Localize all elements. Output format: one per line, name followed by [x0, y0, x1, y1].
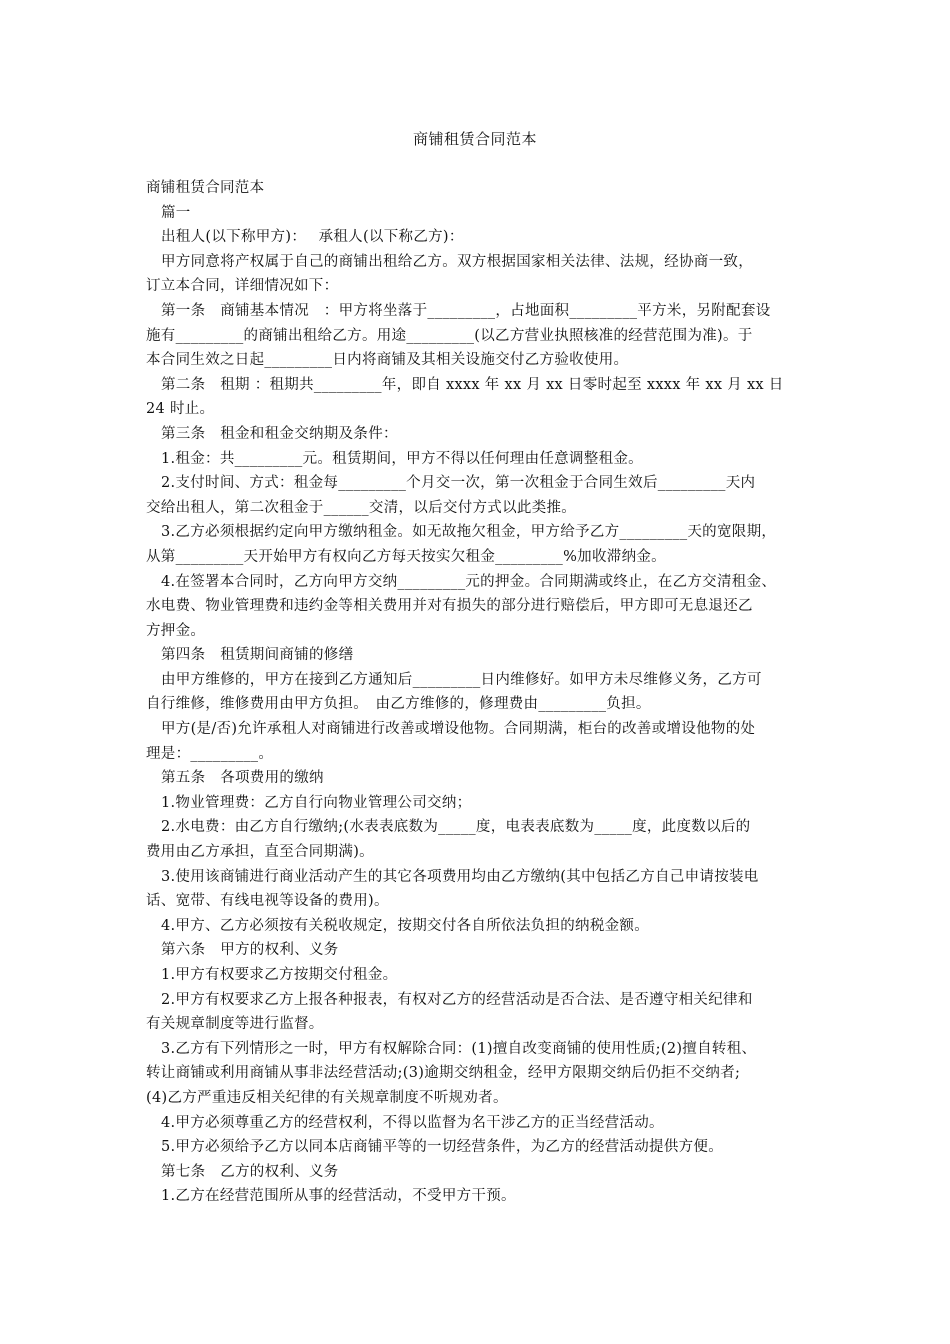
paragraph-line: 3.乙方必须根据约定向甲方缴纳租金。如无故拖欠租金，甲方给予乙方_________天的宽限期， — [161, 524, 777, 541]
paragraph-line: 4.甲方必须尊重乙方的经营权利，不得以监督为名干涉乙方的正当经营活动。 — [161, 1114, 664, 1131]
paragraph-line: 2.支付时间、方式：租金每_________个月交一次，第一次租金于合同生效后_________天内 — [161, 475, 756, 492]
paragraph-line: 3.乙方有下列情形之一时，甲方有权解除合同：(1)擅自改变商铺的使用性质;(2)擅自转租、 — [161, 1040, 757, 1057]
paragraph-line: 由甲方维修的，甲方在接到乙方通知后_________日内维修好。如甲方未尽维修义务，乙方可 — [161, 671, 762, 688]
paragraph-line: 本合同生效之日起_________日内将商铺及其相关设施交付乙方验收使用。 — [146, 352, 629, 369]
paragraph-line: (4)乙方严重违反相关纪律的有关规章制度不听规劝者。 — [146, 1089, 508, 1106]
paragraph-line: 自行维修，维修费用由甲方负担。 由乙方维修的，修理费由_________负担。 — [146, 696, 651, 713]
document-body — [146, 176, 810, 1209]
paragraph-line: 24 时止。 — [146, 401, 215, 418]
body-heading: 商铺租赁合同范本 — [146, 180, 265, 196]
paragraph-line: 1.乙方在经营范围所从事的经营活动，不受甲方干预。 — [161, 1188, 516, 1205]
paragraph-line: 有关规章制度等进行监督。 — [146, 1016, 324, 1033]
paragraph-line: 甲方(是/否)允许承租人对商铺进行改善或增设他物。合同期满，柜台的改善或增设他物的处 — [161, 721, 756, 738]
paragraph-line: 1.物业管理费：乙方自行向物业管理公司交纳； — [161, 794, 472, 811]
paragraph-line: 1.租金：共_________元。租赁期间，甲方不得以任何理由任意调整租金。 — [161, 450, 643, 467]
paragraph-line: 4.在签署本合同时，乙方向甲方交纳_________元的押金。合同期满或终止，在乙方交清租金、 — [161, 573, 777, 590]
paragraph-line: 出租人(以下称甲方)： 承租人(以下称乙方)： — [161, 229, 464, 246]
paragraph-line: 第七条 乙方的权利、义务 — [161, 1163, 339, 1180]
paragraph-line: 理是：_________。 — [146, 745, 274, 762]
paragraph-line: 第二条 租期 ：租期共_________年，即自 xxxx 年 xx 月 xx 日零时起至 xxxx 年 xx 月 xx 日 — [161, 376, 784, 393]
paragraph-line: 第三条 租金和租金交纳期及条件： — [161, 425, 398, 442]
paragraph-line: 第五条 各项费用的缴纳 — [161, 770, 324, 787]
paragraph-line: 篇一 — [161, 204, 191, 221]
document-title: 商铺租赁合同范本 — [412, 130, 537, 148]
paragraph-line: 甲方同意将产权属于自己的商铺出租给乙方。双方根据国家相关法律、法规，经协商一致， — [161, 253, 753, 270]
paragraph-line: 3.使用该商铺进行商业活动产生的其它各项费用均由乙方缴纳(其中包括乙方自己申请按装电 — [161, 868, 759, 885]
paragraph-line: 水电费、物业管理费和违约金等相关费用并对有损失的部分进行赔偿后，甲方即可无息退还乙 — [146, 598, 753, 615]
paragraph-line: 第四条 租赁期间商铺的修缮 — [161, 647, 354, 664]
paragraph-line: 第一条 商铺基本情况 ：甲方将坐落于_________，占地面积_________平方米，另附配套设 — [161, 302, 771, 319]
paragraph-line: 方押金。 — [146, 622, 206, 639]
paragraph-line: 话、宽带、有线电视等设备的费用)。 — [146, 893, 389, 910]
paragraph-line: 2.甲方有权要求乙方上报各种报表，有权对乙方的经营活动是否合法、是否遵守相关纪律和 — [161, 991, 753, 1008]
paragraph-line: 转让商铺或利用商铺从事非法经营活动;(3)逾期交纳租金，经甲方限期交纳后仍拒不交纳者; — [146, 1065, 741, 1082]
paragraph-line: 费用由乙方承担，直至合同期满)。 — [146, 844, 374, 861]
paragraph-line: 4.甲方、乙方必须按有关税收规定，按期交付各自所依法负担的纳税金额。 — [161, 917, 650, 934]
paragraph-line: 第六条 甲方的权利、义务 — [161, 942, 339, 959]
paragraph-line: 订立本合同，详细情况如下： — [146, 278, 339, 295]
paragraph-line: 5.甲方必须给予乙方以同本店商铺平等的一切经营条件，为乙方的经营活动提供方便。 — [161, 1139, 724, 1156]
paragraph-line: 从第_________天开始甲方有权向乙方每天按实欠租金_________%加收滞纳金。 — [146, 548, 666, 565]
paragraph-line: 施有_________的商铺出租给乙方。用途_________(以乙方营业执照核准的经营范围为准)。于 — [146, 327, 753, 344]
paragraph-line: 1.甲方有权要求乙方按期交付租金。 — [161, 967, 398, 983]
paragraph-line: 2.水电费：由乙方自行缴纳;(水表表底数为_____度，电表表底数为_____度，此度数以后的 — [161, 819, 751, 836]
paragraph-line: 交给出租人，第二次租金于______交清，以后交付方式以此类推。 — [146, 499, 577, 516]
